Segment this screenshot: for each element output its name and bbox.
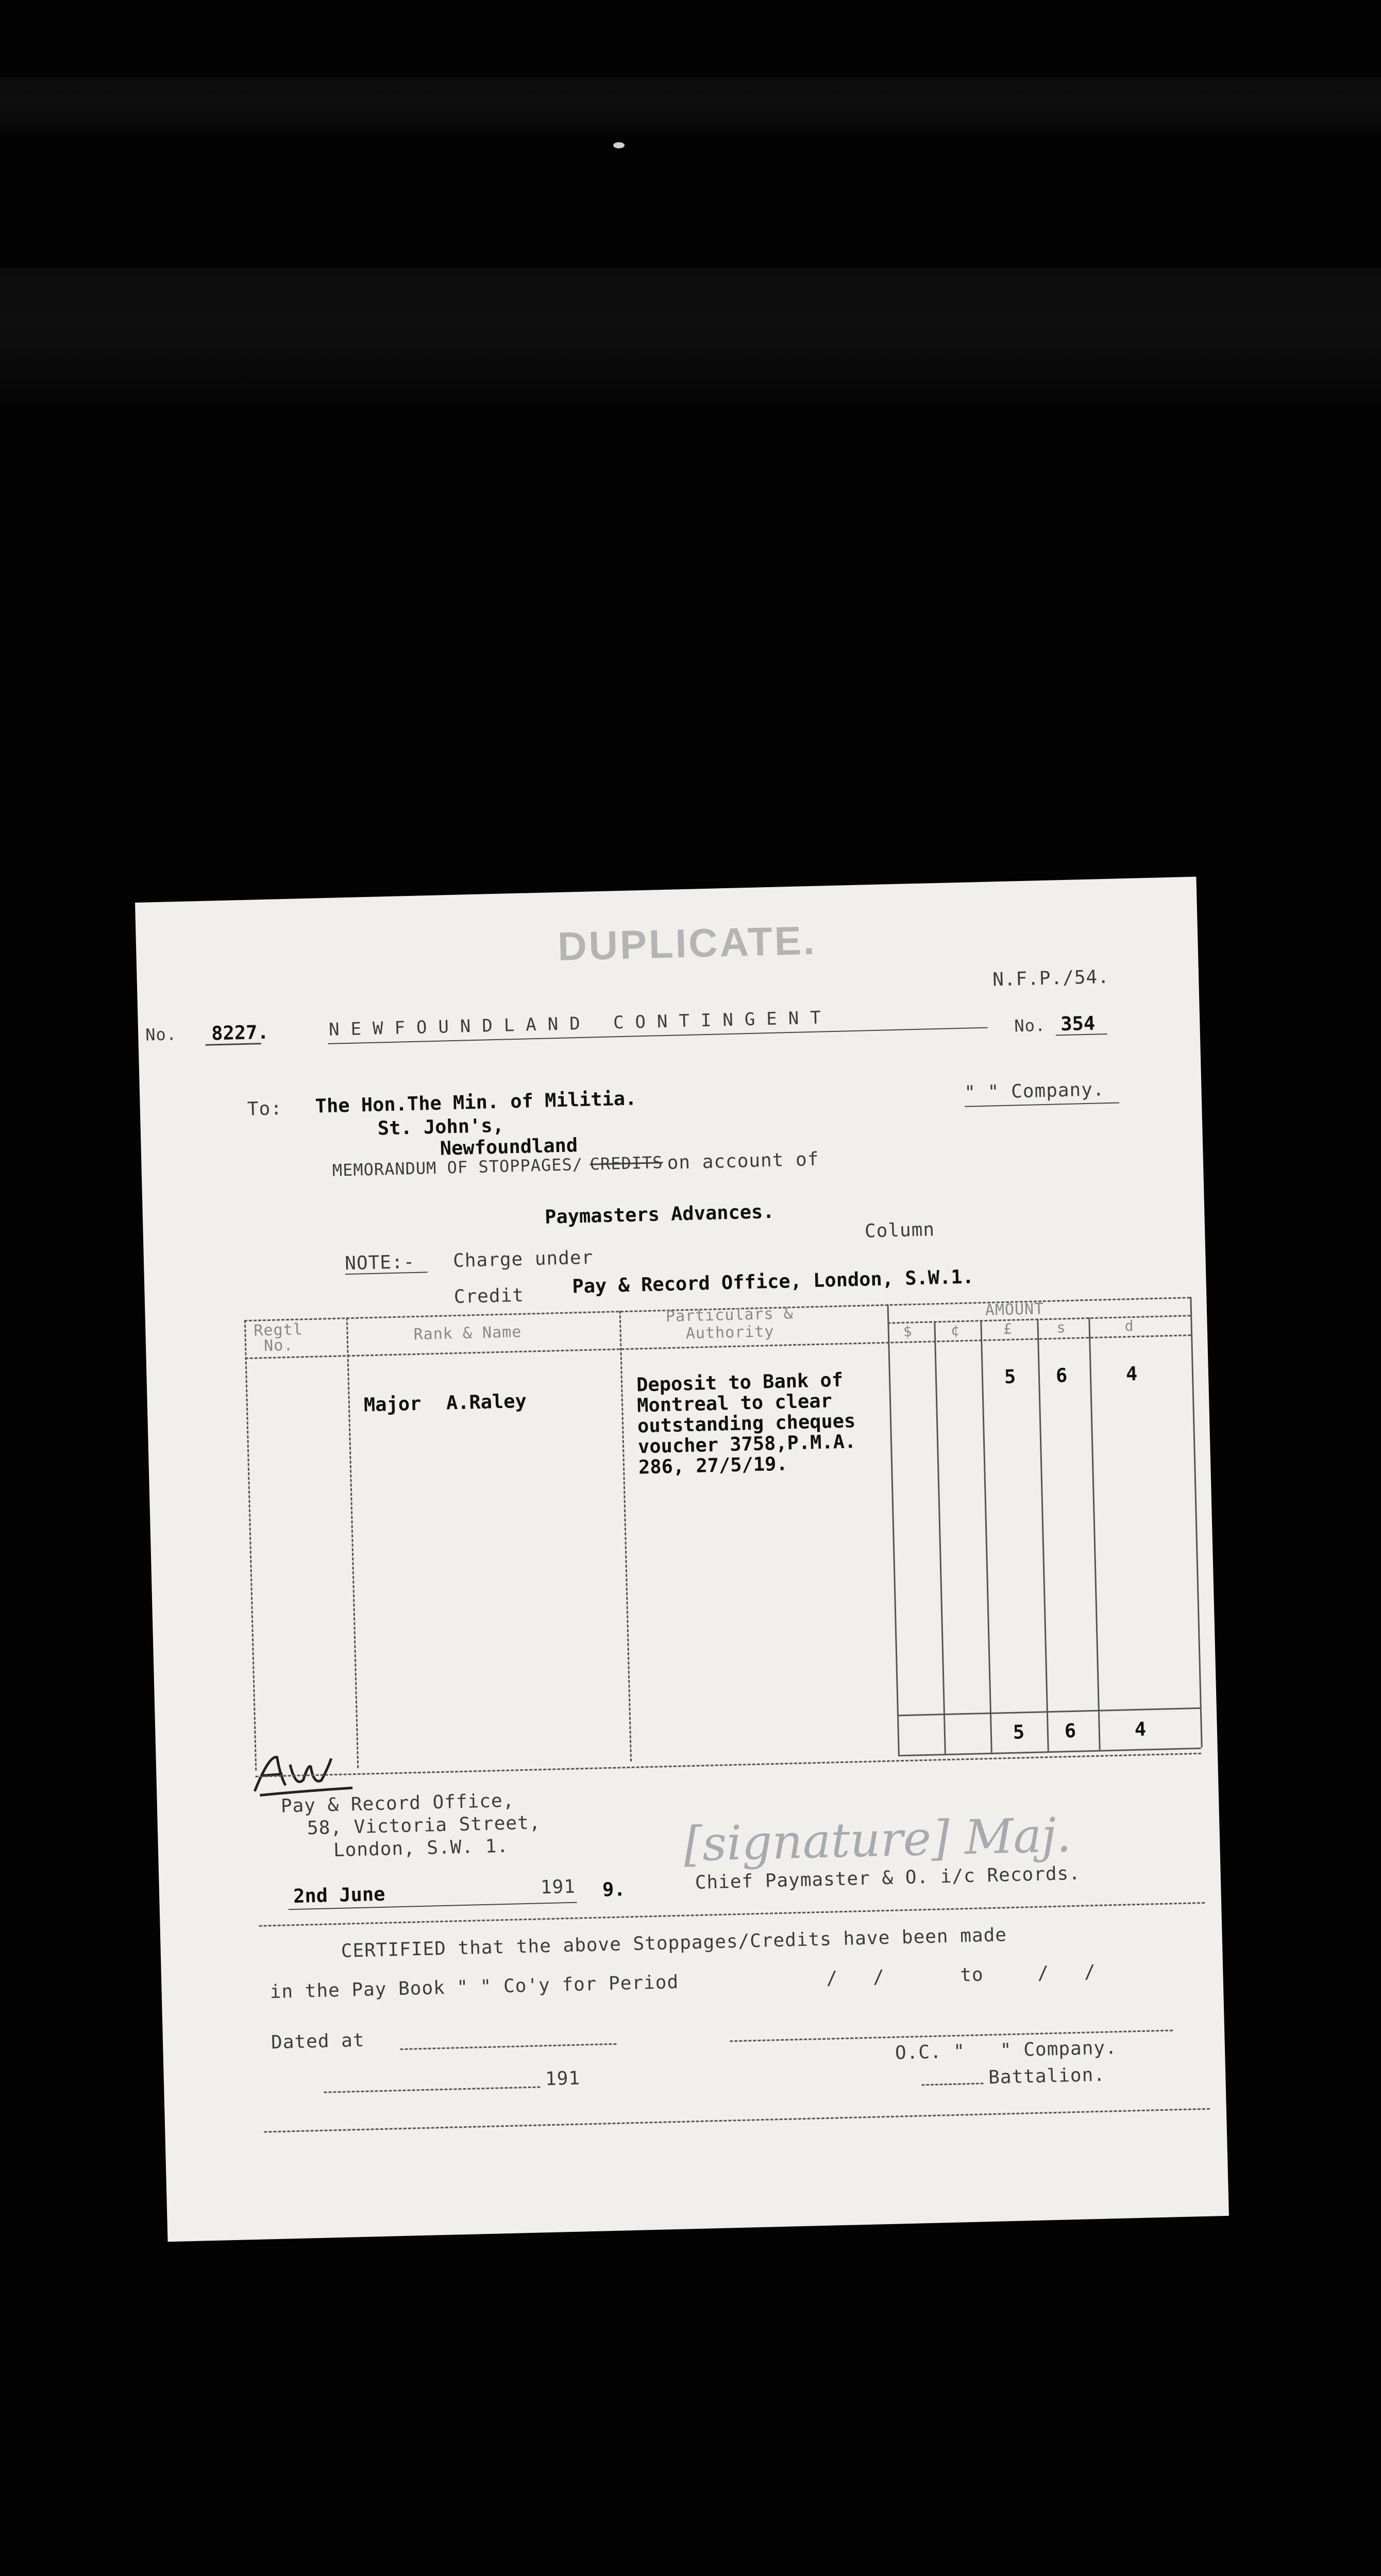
battalion-label: Battalion.	[988, 2064, 1106, 2089]
section-rule	[255, 1753, 1201, 1777]
row-pounds: 5	[1004, 1365, 1016, 1388]
total-rule	[897, 1707, 1200, 1716]
to-label: To:	[247, 1098, 283, 1120]
signature: [signature] Maj.	[683, 1807, 1072, 1872]
handwritten-initials	[248, 1742, 363, 1802]
note-label: NOTE:-	[344, 1251, 415, 1275]
reference-number: N.F.P./54.	[992, 966, 1110, 991]
header-regtl-no: Regtl No.	[253, 1320, 304, 1355]
credit-label: Credit	[453, 1284, 525, 1308]
subject-line: Paymasters Advances.	[544, 1200, 775, 1228]
number-value: 8227.	[211, 1021, 270, 1045]
col-border	[346, 1317, 359, 1768]
memo-sheet	[135, 877, 1229, 2242]
date-day: 2nd June	[293, 1883, 385, 1908]
col-border	[244, 1320, 257, 1771]
row-rank: Major	[363, 1392, 422, 1416]
header-dollars: $	[903, 1323, 913, 1340]
header-rank-name: Rank & Name	[413, 1323, 522, 1344]
col-border	[934, 1321, 946, 1754]
col-border	[887, 1304, 899, 1755]
addressee-line-3: Newfoundland	[440, 1134, 578, 1160]
office-line: Pay & Record Office, London, S.W.1.	[571, 1265, 974, 1298]
duplicate-stamp: DUPLICATE.	[557, 917, 817, 969]
year-2: 191	[545, 2067, 581, 2090]
row-pence: 4	[1125, 1362, 1138, 1385]
year-line	[324, 2086, 540, 2093]
memo-heading-stoppages: MEMORANDUM OF STOPPAGES/	[332, 1154, 583, 1180]
section-rule	[264, 2108, 1210, 2133]
number-label: No.	[145, 1024, 177, 1045]
col-border	[1088, 1317, 1101, 1750]
certified-text: CERTIFIED that the above Stoppages/Credits have been made	[341, 1924, 1007, 1962]
note-text: Charge under	[452, 1247, 594, 1272]
col-border	[980, 1320, 992, 1753]
year-digit: 9.	[602, 1878, 626, 1901]
oc-company-label: O.C. " " Company.	[895, 2037, 1118, 2064]
column-label: Column	[864, 1219, 935, 1242]
scan-speck	[613, 142, 625, 148]
col-border	[1190, 1297, 1202, 1748]
addressee-line-2: St. John's,	[377, 1114, 504, 1140]
total-pence: 4	[1134, 1718, 1147, 1741]
header-pence: d	[1124, 1317, 1134, 1335]
header-shillings: s	[1056, 1319, 1066, 1336]
total-pounds: 5	[1013, 1721, 1025, 1743]
scan-noise-band	[0, 268, 1381, 402]
addressee-line-1: The Hon.The Min. of Militia.	[315, 1087, 637, 1117]
signatory-title: Chief Paymaster & O. i/c Records.	[695, 1862, 1081, 1894]
address-line-1: Pay & Record Office,	[280, 1790, 515, 1817]
memo-heading-on-account: on account of	[667, 1148, 819, 1174]
memo-number-label: No.	[1014, 1015, 1046, 1036]
year-prefix: 191	[540, 1876, 576, 1899]
period-to: / /	[1037, 1961, 1097, 1984]
address-line-2: 58, Victoria Street,	[307, 1812, 541, 1839]
total-shillings: 6	[1064, 1719, 1076, 1742]
dated-at-line	[400, 2043, 616, 2050]
address-line-3: London, S.W. 1.	[333, 1835, 509, 1861]
period-to-label: to	[959, 1964, 984, 1986]
underline	[965, 1102, 1119, 1107]
header-amount: AMOUNT	[985, 1300, 1045, 1319]
memo-number-value: 354	[1060, 1012, 1096, 1036]
period-from: / /	[826, 1967, 885, 1989]
row-name: A.Raley	[446, 1389, 527, 1414]
company-label: " " Company.	[964, 1079, 1105, 1104]
contingent-heading: NEWFOUNDLAND CONTINGENT	[328, 1007, 833, 1040]
header-pounds: £	[1003, 1320, 1013, 1338]
header-particulars: Particulars & Authority	[665, 1304, 794, 1343]
scan-noise-band	[0, 77, 1381, 134]
memo-heading-credits-struck: CREDITS	[590, 1153, 663, 1174]
row-particulars: Deposit to Bank of Montreal to clear outstanding cheques voucher 3758,P.M.A. 286, 27/5/19.	[636, 1368, 856, 1479]
col-border	[619, 1311, 632, 1761]
col-border	[1037, 1318, 1049, 1751]
header-cents: ¢	[950, 1321, 961, 1339]
row-shillings: 6	[1055, 1364, 1068, 1387]
paybook-text: in the Pay Book " " Co'y for Period	[270, 1971, 679, 2003]
battalion-line	[921, 2082, 983, 2086]
dated-at-label: Dated at	[271, 2029, 365, 2054]
